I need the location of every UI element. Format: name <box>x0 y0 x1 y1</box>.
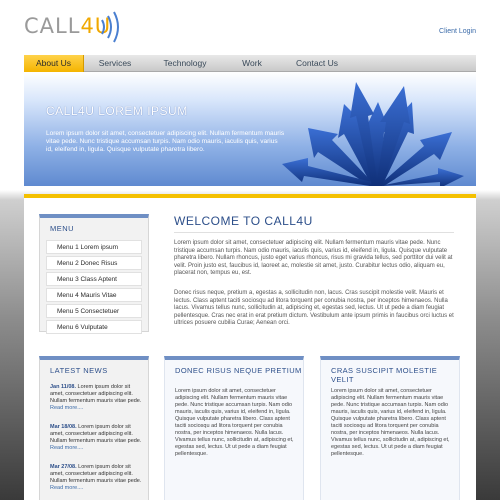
menu-item-2[interactable]: Menu 2 Donec Risus <box>46 256 142 270</box>
hero-title: CALL4U LOREM IPSUM <box>46 104 188 118</box>
news-title: LATEST NEWS <box>50 366 108 375</box>
client-login-link[interactable]: Client Login <box>439 28 476 35</box>
column-title: CRAS SUSCIPIT MOLESTIE VELIT <box>331 366 438 384</box>
hero-banner <box>24 72 476 186</box>
column-text: Lorem ipsum dolor sit amet, consectetuer adipiscing elit. Nullam fermentum mauris vitae pede. Nunc tristique accumsan turpis. Nam odio mauris, iaculis quis, varius id, eleifend in, ligula. Quisque vulputate pharetra libero. Class aptent taciti sociosqu ad litora torquent per conubia nostra, per inceptos himenaeos. Nulla lacus. Vivamus tellus nunc, sollicitudin at, adipiscing et, egestas sed, lectus. Ut ut pede a diam feugiat pellentesque. <box>331 388 450 457</box>
hero-text: Lorem ipsum dolor sit amet, consectetuer adipiscing elit. Nullam fermentum mauris vitae pede. Nunc tristique accumsan turpis. Nam odio mauris, iaculis quis, varius id, eleifend in, ligula. Quisque vulputate pharetra libero. <box>46 130 285 153</box>
menu-title: MENU <box>50 224 75 233</box>
side-menu <box>39 214 149 332</box>
column-title: DONEC RISUS NEQUE PRETIUM <box>175 366 302 375</box>
welcome-paragraph-2: Donec risus neque, pretium a, egestas a, sollicitudin non, lacus. Cras suscipit molestie velit. Mauris et lectus. Class aptent taciti sociosqu ad litora torquent per conubia nostra, per inceptos himenaeos. Nulla lacus. Vivamus tellus nunc, sollicitudin at, adipiscing et, egestas sed, lectus. Ut ut pede a diam feugiat pellentesque. Cras nec erat in erat pretium dictum. Vestibulum ante ipsum primis in faucibus orci luctus et ultrices posuere cubilia Curae; Aenean orci. <box>174 290 454 326</box>
menu-item-4[interactable]: Menu 4 Mauris Vitae <box>46 288 142 302</box>
column-text: Lorem ipsum dolor sit amet, consectetuer adipiscing elit. Nullam fermentum mauris vitae pede. Nunc tristique accumsan turpis. Nam odio mauris, iaculis quis, varius id, eleifend in, ligula. Quisque vulputate pharetra libero. Class aptent taciti sociosqu ad litora torquent per conubia nostra, per inceptos himenaeos. Nulla lacus. Vivamus tellus nunc, sollicitudin at, adipiscing et, egestas sed, lectus. Ut ut pede a diam feugiat pellentesque. <box>175 388 294 457</box>
nav-technology[interactable]: Technology <box>163 58 207 68</box>
logo-text: CALL <box>24 14 81 38</box>
nav-contact-us[interactable]: Contact Us <box>295 58 339 68</box>
nav-services[interactable]: Services <box>98 58 132 68</box>
news-date: Mar 27/08. <box>50 464 77 470</box>
nav-work[interactable]: Work <box>242 58 262 68</box>
menu-item-3[interactable]: Menu 3 Class Aptent <box>46 272 142 286</box>
title-divider <box>174 232 454 233</box>
sound-waves-icon <box>96 10 126 44</box>
nav-about-us[interactable]: About Us <box>24 55 84 72</box>
arrows-burst-illustration <box>274 72 476 186</box>
news-item <box>50 464 144 492</box>
read-more-link[interactable]: Read more.... <box>50 445 84 451</box>
logo-accent: 4U <box>80 14 112 38</box>
menu-item-6[interactable]: Menu 6 Vulputate <box>46 320 142 334</box>
column-box-2 <box>320 356 460 500</box>
news-text: Lorem ipsum dolor sit amet, consectetuer adipiscing elit. Nullam fermentum mauris vitae pede. <box>50 464 142 484</box>
menu-item-1[interactable]: Menu 1 Lorem ipsum <box>46 240 142 254</box>
column-box-1 <box>164 356 304 500</box>
read-more-link[interactable]: Read more.... <box>50 485 84 491</box>
content-area <box>24 194 476 500</box>
news-text: Lorem ipsum dolor sit amet, consectetuer adipiscing elit. Nullam fermentum mauris vitae pede. <box>50 384 142 404</box>
menu-item-5[interactable]: Menu 5 Consectetuer <box>46 304 142 318</box>
news-text: Lorem ipsum dolor sit amet, consectetuer adipiscing elit. Nullam fermentum mauris vitae pede. <box>50 424 142 444</box>
news-item <box>50 384 144 412</box>
welcome-paragraph-1: Lorem ipsum dolor sit amet, consectetuer adipiscing elit. Nullam fermentum mauris vitae pede. Nunc tristique accumsan turpis. Nam odio mauris, iaculis quis, varius id, eleifend in, ligula. Quisque vulputate pharetra libero. Nullam rhoncus, justo eget varius rhoncus, risus mi gravida tellus, sed porttitor dui velit at velit. Proin justo est, faucibus id, laoreet ac, molestie sit amet, justo. Curabitur lectus odio, aliquam eu, placerat non, tempus eu, est. <box>174 240 453 276</box>
read-more-link[interactable]: Read more.... <box>50 405 84 411</box>
main-nav <box>24 55 476 72</box>
latest-news <box>39 356 149 500</box>
site-header <box>0 0 500 56</box>
news-item <box>50 424 144 452</box>
news-date: Mar 18/08. <box>50 424 77 430</box>
page-title: WELCOME TO CALL4U <box>174 214 313 228</box>
news-date: Jan 11/08. <box>50 384 76 390</box>
